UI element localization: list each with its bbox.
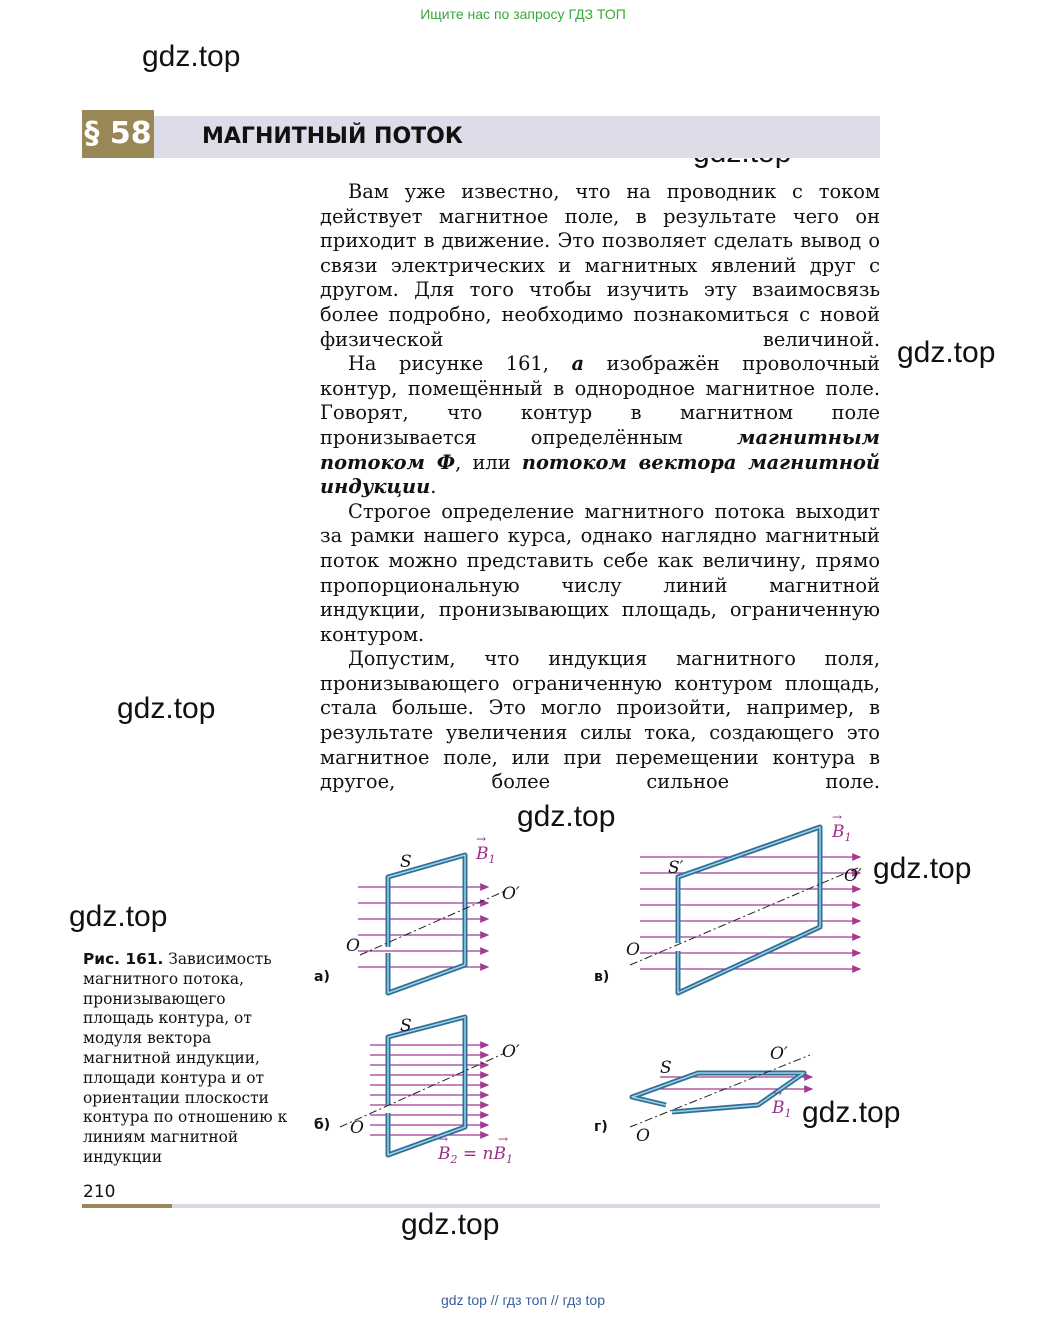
section-title: МАГНИТНЫЙ ПОТОК (202, 124, 463, 149)
wire-frame (388, 1017, 465, 1155)
panel-v (594, 815, 862, 993)
label-S: S (400, 1016, 412, 1036)
rotation-axis (340, 1053, 505, 1127)
panel-label: в) (594, 969, 610, 985)
footer-bar (172, 1204, 880, 1208)
vector-arrow-icon: → (832, 815, 843, 824)
label-O-prime: O′ (502, 884, 520, 904)
watermark: gdz.top (897, 336, 996, 369)
watermark: gdz.top (517, 800, 616, 833)
paragraph: Вам уже известно, что на проводник с током действует магнитное поле, в результате чего он приходит в движение. Это позволяет сделать вывод о связи электрических и магнитных явлений друг с другом. Для того чтобы изучить эту взаимосвязь более подробно, необходимо познакомиться с новой физической величиной. (320, 180, 880, 351)
watermark: gdz.top (117, 692, 216, 725)
rotation-axis (630, 867, 860, 965)
paragraph: Строгое определение магнитного потока выходит за рамки нашего курса, однако наглядно магнитный поток можно представить себе как величину, прямо пропорциональную числу линий магнитной индукции, пронизывающих площадь, ограниченную контуром. (320, 499, 880, 646)
figure-caption (83, 950, 293, 1168)
figure-caption-label: Рис. 161. (83, 950, 164, 968)
watermark: gdz.top (142, 40, 241, 73)
label-B: $B_1$ (832, 822, 852, 844)
wire-frame (388, 855, 465, 993)
watermark: gdz.top (873, 852, 972, 885)
vector-arrow-icon: → (438, 1132, 449, 1146)
figure-caption-text: Зависимость магнитного потока, пронизывающего площадь контура, от модуля вектора магнитной индукции, площади контура и от ориентации плоскости контура по отношению к линиям магнитной индукции (83, 950, 288, 1166)
panel-a (314, 832, 520, 993)
label-O-prime: O′ (844, 866, 862, 886)
label-O-prime: O′ (502, 1042, 520, 1062)
term-magnetic-flux: магнитным потоком Ф (320, 425, 880, 474)
vector-arrow-icon: → (498, 1132, 509, 1146)
label-O: O (636, 1126, 650, 1146)
footer-bar-accent (82, 1204, 172, 1208)
watermark: gdz.top (401, 1208, 500, 1241)
label-S: S (400, 852, 412, 872)
label-O-prime: O′ (770, 1044, 788, 1064)
label-B2-equation: $B_2 = nB_1$ (438, 1144, 513, 1166)
label-B: $B_1$ (772, 1098, 792, 1120)
page-number: 210 (83, 1182, 116, 1202)
panel-label: б) (314, 1117, 331, 1133)
paragraph: Допустим, что индукция магнитного поля, пронизывающего ограниченную контуром площадь, стала больше. Это могло произойти, например, в результате увеличения силы тока, создающего это магнитное поле, или при перемещении контура в другое, более сильное поле. (320, 647, 880, 794)
vector-arrow-icon: → (772, 1086, 783, 1100)
panel-g (594, 1044, 812, 1146)
panel-b (314, 1016, 520, 1166)
bottom-note: gdz top // гдз топ // гдз top (440, 1292, 606, 1308)
panel-label: г) (594, 1119, 608, 1135)
watermark: gdz.top (69, 900, 168, 933)
vector-arrow-icon: → (476, 832, 487, 846)
label-O: O (626, 940, 640, 960)
section-number-badge: § 58 (82, 110, 154, 158)
panel-label: а) (314, 969, 330, 985)
label-O: O (346, 936, 360, 956)
rotation-axis (360, 891, 505, 955)
label-S: S (660, 1058, 672, 1078)
label-O: O (350, 1118, 364, 1138)
watermark: gdz.top (802, 1096, 901, 1129)
body-text (320, 180, 880, 795)
paragraph: На рисунке 161, а изображён проволочный контур, помещённый в однородное магнитное поле. Говорят, что контур в магнитном поле пронизывается определённым магнитным потоком Ф, или потоком вектора магнитной индукции. (320, 352, 880, 499)
term-flux-vector: потоком вектора магнитной индукции (320, 450, 880, 499)
figure-161 (300, 815, 890, 1175)
top-note: Ищите нас по запросу ГДЗ ТОП (420, 6, 626, 22)
label-S-prime: S′ (668, 858, 684, 878)
label-B: $B_1$ (476, 844, 496, 866)
